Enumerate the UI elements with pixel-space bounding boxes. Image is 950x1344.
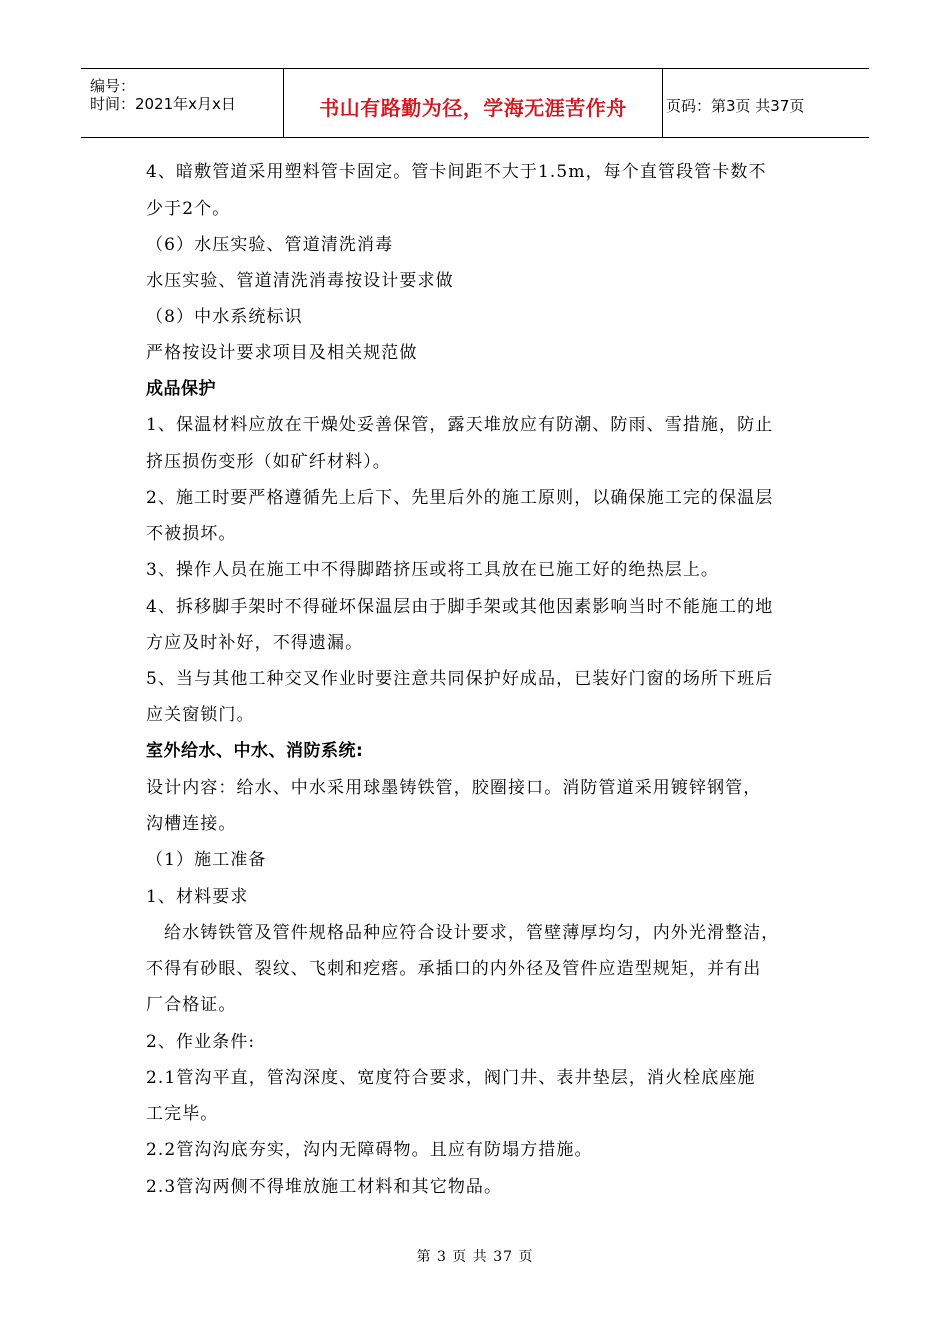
header-motto: 书山有路勤为径，学海无涯苦作舟 <box>319 96 627 120</box>
body-line: 2.2管沟沟底夯实，沟内无障碍物。且应有防塌方措施。 <box>146 1140 593 1160</box>
body-line: 工完毕。 <box>146 1104 219 1124</box>
body-line: 不得有砂眼、裂纹、飞刺和疙瘩。承插口的内外径及管件应造型规矩，并有出 <box>146 959 762 979</box>
document-number-label: 编号： <box>90 77 136 95</box>
body-line: 1、材料要求 <box>146 887 249 907</box>
body-line: 挤压损伤变形（如矿纤材料）。 <box>146 452 391 472</box>
body-line: 厂合格证。 <box>146 995 237 1015</box>
body-line: 给水铸铁管及管件规格品种应符合设计要求，管壁薄厚均匀，内外光滑整洁， <box>164 923 780 943</box>
body-line: 1、保温材料应放在干燥处妥善保管，露天堆放应有防潮、防雨、雪措施，防止 <box>146 415 774 435</box>
body-line: 2、作业条件: <box>146 1032 256 1052</box>
body-line: 方应及时补好，不得遗漏。 <box>146 633 364 653</box>
body-line: 沟槽连接。 <box>146 814 237 834</box>
body-line: 少于2个。 <box>146 199 231 219</box>
body-line: 设计内容：给水、中水采用球墨铸铁管，胶圈接口。消防管道采用镀锌钢管， <box>146 778 762 798</box>
header-page-code: 页码：第3页 共37页 <box>666 97 805 115</box>
section-heading: 室外给水、中水、消防系统: <box>146 741 364 761</box>
body-line: 水压实验、管道清洗消毒按设计要求做 <box>146 271 454 291</box>
document-time-label: 时间：2021年x月x日 <box>90 95 236 113</box>
body-line: （8）中水系统标识 <box>146 307 303 327</box>
body-line: （6）水压实验、管道清洗消毒 <box>146 235 394 255</box>
page-footer: 第 3 页 共 37 页 <box>416 1249 534 1265</box>
body-line: 2.1管沟平直，管沟深度、宽度符合要求，阀门井、表井垫层，消火栓底座施 <box>146 1068 756 1088</box>
body-line: 严格按设计要求项目及相关规范做 <box>146 343 418 363</box>
body-line: 3、操作人员在施工中不得脚踏挤压或将工具放在已施工好的绝热层上。 <box>146 560 720 580</box>
body-line: 2.3管沟两侧不得堆放施工材料和其它物品。 <box>146 1177 503 1197</box>
body-line: 2、施工时要严格遵循先上后下、先里后外的施工原则，以确保施工完的保温层 <box>146 488 774 508</box>
body-line: （1）施工准备 <box>146 850 267 870</box>
body-line: 应关窗锁门。 <box>146 705 255 725</box>
body-line: 5、当与其他工种交叉作业时要注意共同保护好成品，已装好门窗的场所下班后 <box>146 669 774 689</box>
body-line: 4、暗敷管道采用塑料管卡固定。管卡间距不大于1.5m，每个直管段管卡数不 <box>146 162 767 182</box>
section-heading: 成品保护 <box>146 379 216 399</box>
body-line: 不被损坏。 <box>146 524 237 544</box>
body-line: 4、拆移脚手架时不得碰坏保温层由于脚手架或其他因素影响当时不能施工的地 <box>146 597 774 617</box>
